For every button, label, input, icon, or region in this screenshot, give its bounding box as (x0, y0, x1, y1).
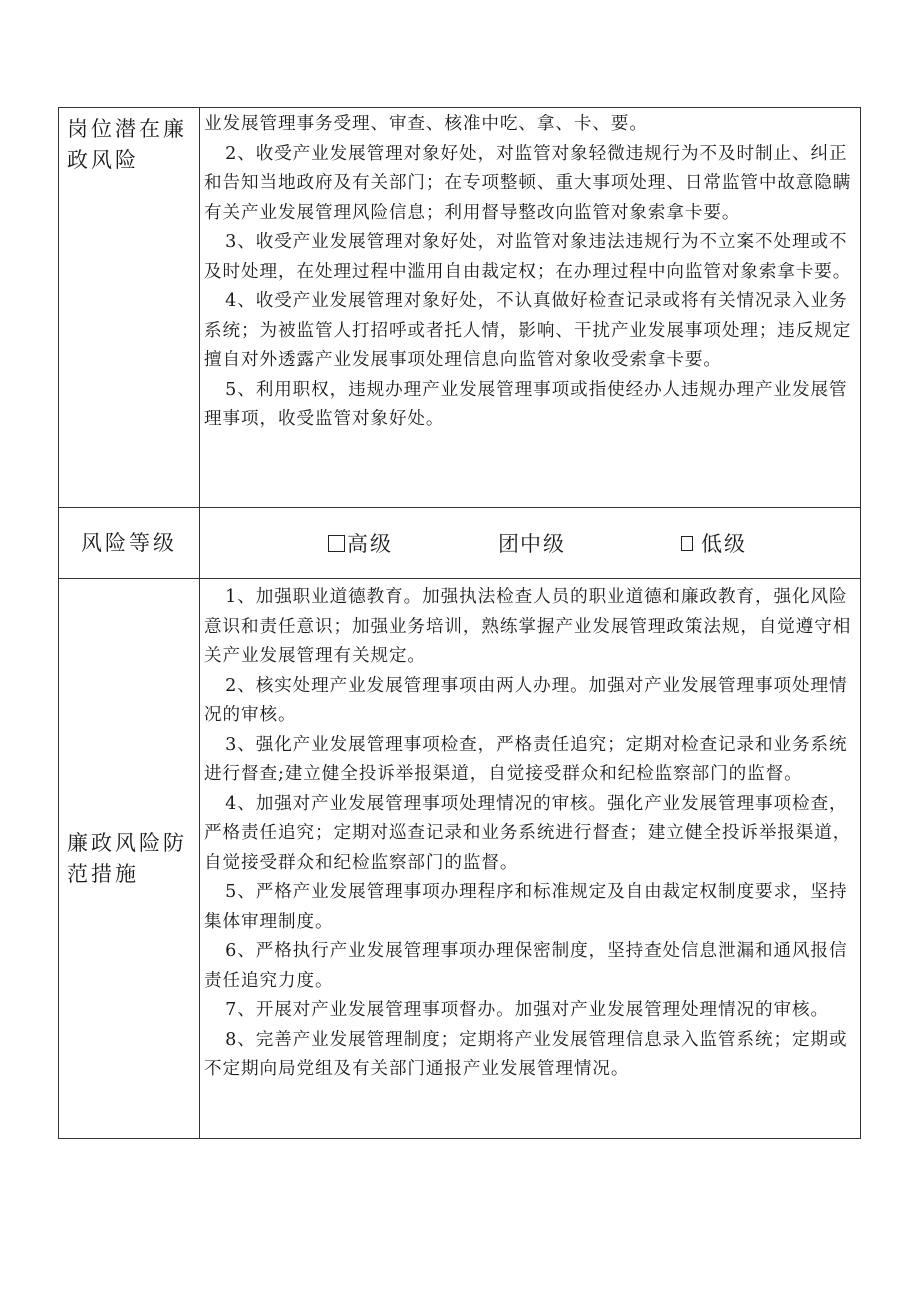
risk-paragraph: 2、收受产业发展管理对象好处，对监管对象轻微违规行为不及时制止、纠正和告知当地政府及有关部门；在专项整顿、重大事项处理、日常监管中故意隐瞒有关产业发展管理风险信息；利用督导整改向监管对象索拿卡要。 (204, 143, 852, 223)
level-option-low-label: 低级 (701, 532, 747, 556)
measures-content (200, 579, 861, 1139)
risk-paragraph: 3、收受产业发展管理对象好处，对监管对象违法违规行为不立案不处理或不及时处理，在处理过程中滥用自由裁定权；在办理过程中向监管对象索拿卡要。 (204, 232, 852, 282)
level-option-high-label: 高级 (347, 532, 393, 556)
measure-paragraph: 8、完善产业发展管理制度；定期将产业发展管理信息录入监管系统；定期或不定期向局党组及有关部门通报产业发展管理情况。 (204, 1029, 848, 1079)
level-option-mid-label: 中级 (520, 532, 566, 556)
measure-paragraph: 5、严格产业发展管理事项办理程序和标准规定及自由裁定权制度要求，坚持集体审理制度。 (204, 882, 848, 932)
measure-paragraph: 4、加强对产业发展管理事项处理情况的审核。强化产业发展管理事项检查，严格责任追究；定期对巡查记录和业务系统进行督查；建立健全投诉举报渠道，自觉接受群众和纪检监察部门的监督。 (204, 793, 852, 873)
measures-label: 廉政风险防范措施 (59, 579, 200, 1139)
level-option-low[interactable] (681, 528, 747, 558)
risk-row (59, 108, 861, 508)
measure-paragraph: 6、严格执行产业发展管理事项办理保密制度，坚持查处信息泄漏和通风报信责任追究力度。 (204, 941, 848, 991)
empty-checkbox-icon (328, 535, 345, 552)
checked-box-glyph: 团 (498, 532, 521, 556)
measures-row (59, 579, 861, 1139)
small-checkbox-icon (681, 536, 693, 551)
level-label: 风险等级 (59, 508, 200, 579)
risk-paragraph: 业发展管理事务受理、审查、核准中吃、拿、卡、要。 (204, 114, 648, 134)
measure-paragraph: 2、核实处理产业发展管理事项由两人办理。加强对产业发展管理事项处理情况的审核。 (204, 675, 848, 725)
level-content (200, 508, 861, 579)
level-option-mid[interactable] (498, 528, 566, 558)
measure-paragraph: 1、加强职业道德教育。加强执法检查人员的职业道德和廉政教育，强化风险意识和责任意识；加强业务培训，熟练掌握产业发展管理政策法规，自觉遵守相关产业发展管理有关规定。 (204, 587, 852, 666)
level-option-high[interactable] (328, 528, 393, 558)
measure-paragraph: 7、开展对产业发展管理事项督办。加强对产业发展管理处理情况的审核。 (225, 1000, 830, 1020)
risk-paragraph: 4、收受产业发展管理对象好处，不认真做好检查记录或将有关情况录入业务系统；为被监管人打招呼或者托人情，影响、干扰产业发展事项处理；违反规定擅自对外透露产业发展事项处理信息向监管对象收受索拿卡要。 (204, 291, 852, 370)
risk-content (200, 108, 861, 508)
risk-table (58, 107, 861, 1139)
risk-paragraph: 5、利用职权，违规办理产业发展管理事项或指使经办人违规办理产业发展管理事项，收受监管对象好处。 (204, 379, 848, 429)
measure-paragraph: 3、强化产业发展管理事项检查，严格责任追究；定期对检查记录和业务系统进行督查;建立健全投诉举报渠道，自觉接受群众和纪检监察部门的监督。 (204, 734, 848, 784)
risk-label: 岗位潜在廉政风险 (59, 108, 200, 508)
level-row (59, 508, 861, 579)
